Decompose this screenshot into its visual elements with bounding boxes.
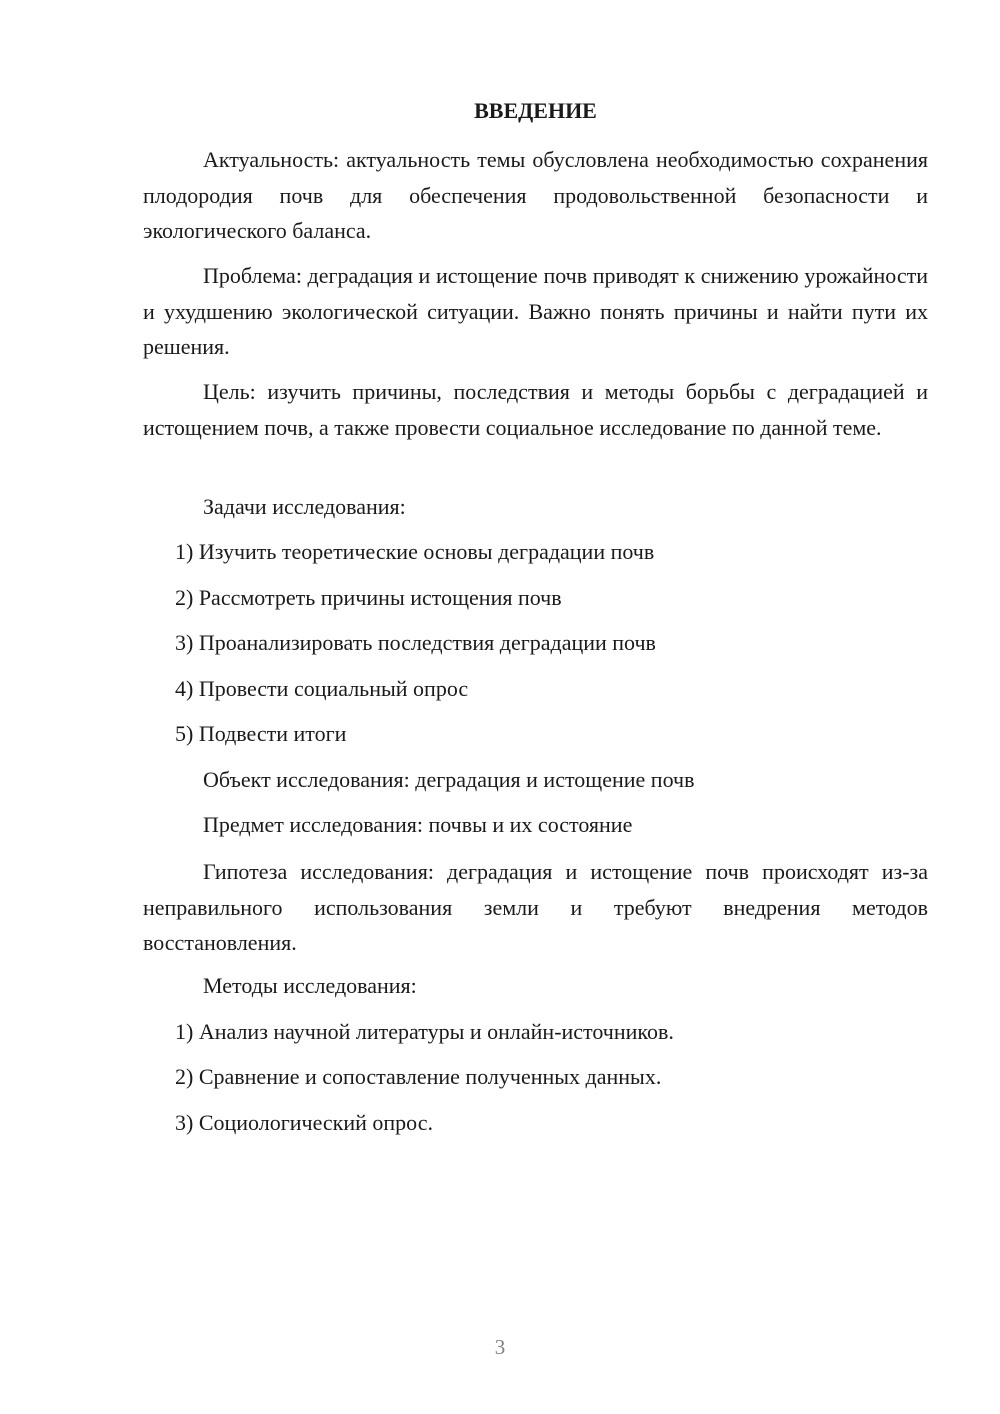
page-number: 3 xyxy=(494,1335,506,1359)
method-item: 2) Сравнение и сопоставление полученных данных. xyxy=(175,1064,662,1089)
tasks-heading: Задачи исследования: xyxy=(203,494,406,519)
task-item: 4) Провести социальный опрос xyxy=(175,676,469,701)
task-item: 2) Рассмотреть причины истощения почв xyxy=(175,585,562,610)
task-item: 5) Подвести итоги xyxy=(175,721,347,746)
method-item: 3) Социологический опрос. xyxy=(175,1110,433,1135)
task-item: 3) Проанализировать последствия деградации почв xyxy=(175,630,656,655)
subject-line: Предмет исследования: почвы и их состояние xyxy=(203,812,633,837)
methods-heading: Методы исследования: xyxy=(203,973,417,998)
object-line: Объект исследования: деградация и истощение почв xyxy=(203,767,695,792)
hypothesis-paragraph: Гипотеза исследования: деградация и истощение почв происходят из-за неправильного использования земли и требуют внедрения методов восстановления. xyxy=(143,859,928,955)
goal-paragraph: Цель: изучить причины, последствия и методы борьбы с деградацией и истощением почв, а также провести социальное исследование по данной теме. xyxy=(143,379,928,440)
problem-paragraph: Проблема: деградация и истощение почв приводят к снижению урожайности и ухудшению экологической ситуации. Важно понять причины и найти пути их решения. xyxy=(143,263,928,359)
method-item: 1) Анализ научной литературы и онлайн-источников. xyxy=(175,1019,674,1044)
task-item: 1) Изучить теоретические основы деградации почв xyxy=(175,539,655,564)
relevance-paragraph: Актуальность: актуальность темы обусловлена необходимостью сохранения плодородия почв для обеспечения продовольственной безопасности и экологического баланса. xyxy=(143,147,928,243)
page-title: ВВЕДЕНИЕ xyxy=(474,98,597,123)
